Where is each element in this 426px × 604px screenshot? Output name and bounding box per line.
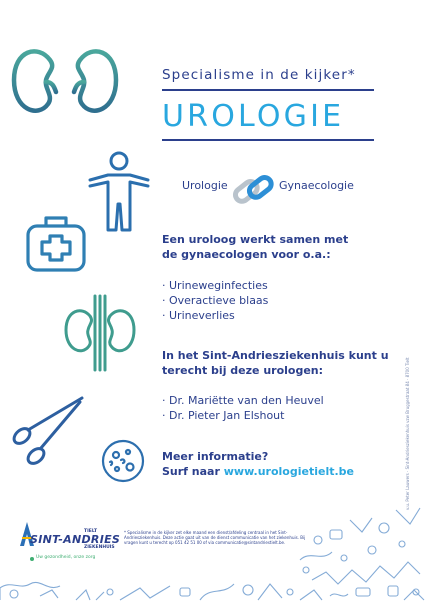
intro-line-1: Een uroloog werkt samen met (162, 233, 349, 246)
page-subtitle: Specialisme in de kijker* (162, 67, 356, 83)
first-aid-kit-icon (24, 212, 88, 274)
list-item: · Dr. Pieter Jan Elshout (162, 409, 285, 422)
collab-right-label: Gynaecologie (279, 179, 354, 192)
medical-doodle-band (0, 500, 426, 604)
scissors-icon (8, 396, 86, 470)
hospital-line-1: In het Sint-Andriesziekenhuis kunt u (162, 349, 389, 362)
more-info-line (162, 464, 354, 479)
hospital-logo-city: TIELT (84, 529, 98, 534)
list-item: · Urineverlies (162, 309, 235, 322)
chain-link-icon (230, 171, 276, 209)
title-rule-bottom (162, 139, 374, 141)
petri-dish-icon (100, 438, 146, 484)
more-info-heading: Meer informatie? (162, 450, 269, 463)
surf-label: Surf naar (162, 465, 220, 478)
intro-line-2: de gynaecologen voor o.a.: (162, 248, 331, 261)
hospital-logo-sub: ZIEKENHUIS (84, 545, 115, 550)
publisher-note (405, 350, 413, 510)
list-item: · Overactieve blaas (162, 294, 269, 307)
publisher-note-text: v.u. Peter Lauwers · Sint-Andriesziekenhuis vzw Bruggestraat 84 · 8700 Tielt (405, 357, 410, 510)
hospital-line-2: terecht bij deze urologen: (162, 364, 324, 377)
list-item: · Dr. Mariëtte van den Heuvel (162, 394, 324, 407)
website-link[interactable]: www.urologietielt.be (223, 465, 354, 478)
collab-left-label: Urologie (182, 179, 228, 192)
urologists-list (162, 393, 324, 423)
tagline-dot-icon (30, 557, 34, 561)
page-title: UROLOGIE (162, 99, 345, 134)
list-item: · Urineweginfecties (162, 279, 268, 292)
conditions-list (162, 278, 268, 323)
person-icon (86, 150, 152, 234)
footnote: * Specialisme in de kijker zet elke maand een dienst/afdeling centraal in het Sint-Andriesziekenhuis. Deze actie gaat uit van de dienst communicatie van het ziekenhuis. Bij vragen kunt u terecht op 051 42 51 00 of via communicatie@sintandriestielt.be. (124, 530, 306, 545)
kidneys-icon (8, 22, 122, 154)
kidneys-small-icon (62, 294, 138, 372)
hospital-logo-name: SINT-ANDRIES (30, 533, 121, 546)
title-rule-top (162, 89, 374, 91)
hospital-tagline: Uw gezondheid, onze zorg (36, 555, 96, 560)
